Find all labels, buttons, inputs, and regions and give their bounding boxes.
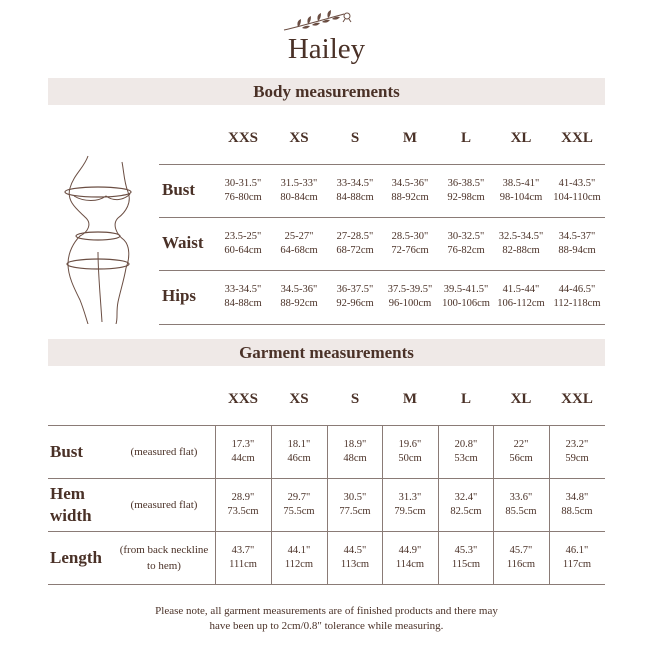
value-inches: 31.5-33" [280, 177, 318, 189]
tolerance-note [0, 604, 653, 634]
row-note-line: (measured flat) [130, 498, 198, 511]
size-label-xxs: XXS [227, 130, 258, 146]
size-label-xl: XL [510, 130, 532, 146]
value-inches: 44.1" [287, 544, 311, 556]
value-inches: 18.1" [287, 438, 311, 450]
measurement-cell [491, 438, 551, 466]
value-cm: 82-88cm [502, 244, 540, 256]
value-inches: 36-37.5" [336, 284, 374, 295]
value-cm: 82.5cm [450, 505, 482, 517]
value-inches: 43.7" [231, 544, 255, 556]
row-label-waist: Waist [162, 232, 204, 252]
measurement-cell [547, 491, 607, 519]
value-cm: 116cm [506, 558, 536, 570]
size-label-m: M [402, 391, 418, 407]
value-cm: 114cm [395, 558, 425, 570]
value-inches: 18.9" [343, 438, 367, 450]
value-inches: 30-32.5" [447, 230, 485, 242]
measurement-cell [325, 438, 385, 466]
value-cm: 84-88cm [224, 298, 262, 309]
value-inches: 37.5-39.5" [387, 284, 433, 295]
size-label-l: L [460, 391, 471, 407]
measurement-cell [436, 491, 496, 519]
value-inches: 33-34.5" [336, 177, 374, 189]
value-inches: 19.6" [398, 438, 422, 450]
value-inches: 29.7" [287, 491, 311, 503]
value-inches: 34.8" [565, 491, 589, 503]
size-label-xxl: XXL [561, 391, 593, 407]
value-cm: 59cm [565, 452, 589, 464]
size-label-xl: XL [510, 391, 532, 407]
value-cm: 76-80cm [224, 191, 262, 203]
size-label-xxs: XXS [227, 391, 258, 407]
measurement-cell [491, 491, 551, 519]
value-cm: 104-110cm [553, 191, 601, 203]
row-note-line: (measured flat) [130, 445, 198, 458]
row-label-line: Bust [50, 441, 84, 461]
value-cm: 96-100cm [388, 298, 432, 309]
value-inches: 41.5-44" [502, 284, 540, 295]
row-label-line: Hem [50, 483, 85, 503]
value-inches: 32.5-34.5" [498, 230, 544, 242]
value-cm: 84-88cm [336, 191, 374, 203]
brand-title: Hailey [287, 33, 366, 65]
size-label-s: S [350, 391, 360, 407]
value-cm: 88-94cm [558, 244, 596, 256]
value-inches: 46.1" [565, 544, 589, 556]
measurement-cell [436, 438, 496, 466]
row-note [110, 497, 218, 513]
size-label-xs: XS [289, 391, 309, 407]
value-inches: 33.6" [509, 491, 533, 503]
value-cm: 92-98cm [447, 191, 485, 203]
size-label-m: M [402, 130, 418, 146]
measurement-cell [213, 491, 273, 519]
row-divider [48, 584, 605, 585]
measurement-cell [269, 544, 329, 572]
value-inches: 44.9" [398, 544, 422, 556]
value-cm: 48cm [343, 452, 367, 464]
measurement-cell [380, 491, 440, 519]
row-note [110, 542, 218, 574]
value-cm: 112cm [284, 558, 314, 570]
value-inches: 45.7" [509, 544, 533, 556]
value-inches: 28.9" [231, 491, 255, 503]
row-note-line: (from back neckline [119, 543, 209, 556]
value-cm: 88.5cm [561, 505, 593, 517]
size-label-s: S [350, 130, 360, 146]
row-note-line: to hem) [147, 559, 181, 572]
value-cm: 88-92cm [391, 191, 429, 203]
value-inches: 31.3" [398, 491, 422, 503]
size-label-l: L [460, 130, 471, 146]
measurement-cell [213, 544, 273, 572]
value-cm: 77.5cm [339, 505, 371, 517]
value-cm: 72-76cm [391, 244, 429, 256]
size-label-xxl: XXL [561, 130, 593, 146]
value-inches: 22" [513, 438, 529, 450]
row-label-bust [50, 441, 83, 463]
value-inches: 32.4" [454, 491, 478, 503]
value-cm: 88-92cm [280, 298, 318, 309]
row-label-hem-width [50, 483, 92, 527]
value-inches: 23.2" [565, 438, 589, 450]
tolerance-note-line: Please note, all garment measurements are of finished products and there may [155, 605, 498, 617]
value-cm: 115cm [451, 558, 481, 570]
value-cm: 106-112cm [497, 298, 545, 309]
value-cm: 85.5cm [505, 505, 537, 517]
row-note [110, 444, 218, 460]
value-inches: 25-27" [284, 230, 314, 242]
value-cm: 46cm [287, 452, 311, 464]
value-cm: 60-64cm [224, 244, 262, 256]
value-inches: 45.3" [454, 544, 478, 556]
measurement-cell [325, 491, 385, 519]
value-inches: 30-31.5" [224, 177, 262, 189]
value-cm: 44cm [231, 452, 255, 464]
value-inches: 39.5-41.5" [443, 284, 489, 295]
value-cm: 111cm [229, 558, 257, 570]
garment-measurements-title: Garment measurements [239, 343, 414, 362]
value-inches: 44-46.5" [558, 284, 596, 295]
value-cm: 92-96cm [336, 298, 374, 309]
row-label-hips: Hips [162, 286, 197, 305]
value-inches: 34.5-37" [558, 230, 596, 242]
measurement-cell [269, 438, 329, 466]
row-label-length [50, 547, 102, 569]
value-cm: 73.5cm [227, 505, 259, 517]
measurement-cell [380, 544, 440, 572]
value-inches: 17.3" [231, 438, 255, 450]
body-measurements-title: Body measurements [253, 82, 400, 101]
value-inches: 30.5" [343, 491, 367, 503]
measurement-cell [436, 544, 496, 572]
value-cm: 117cm [562, 558, 592, 570]
value-inches: 23.5-25" [224, 230, 262, 242]
value-inches: 36-38.5" [447, 177, 485, 189]
measurement-cell [325, 544, 385, 572]
value-inches: 44.5" [343, 544, 367, 556]
value-cm: 113cm [340, 558, 370, 570]
value-inches: 41-43.5" [558, 177, 596, 189]
measurement-cell [213, 438, 273, 466]
measurement-cell [547, 544, 607, 572]
row-label-line: width [50, 505, 92, 525]
value-cm: 79.5cm [394, 505, 426, 517]
measurement-cell [269, 491, 329, 519]
value-cm: 68-72cm [336, 244, 374, 256]
value-inches: 33-34.5" [224, 284, 262, 295]
value-cm: 98-104cm [499, 191, 543, 203]
value-cm: 112-118cm [553, 298, 601, 309]
value-cm: 50cm [398, 452, 422, 464]
value-cm: 64-68cm [280, 244, 318, 256]
tolerance-note-line: have been up to 2cm/0.8" tolerance while measuring. [209, 620, 444, 632]
measurement-cell [380, 438, 440, 466]
row-label-line: Length [50, 547, 102, 567]
value-inches: 27-28.5" [336, 230, 374, 242]
value-cm: 100-106cm [442, 298, 490, 309]
value-inches: 34.5-36" [280, 284, 318, 295]
value-cm: 56cm [509, 452, 533, 464]
row-label-bust: Bust [162, 179, 196, 199]
size-label-xs: XS [289, 130, 309, 146]
value-cm: 80-84cm [280, 191, 318, 203]
value-inches: 34.5-36" [391, 177, 429, 189]
value-inches: 38.5-41" [502, 177, 540, 189]
value-cm: 76-82cm [447, 244, 485, 256]
value-inches: 20.8" [454, 438, 478, 450]
value-inches: 28.5-30" [391, 230, 429, 242]
value-cm: 53cm [454, 452, 478, 464]
measurement-cell [547, 438, 607, 466]
value-cm: 75.5cm [283, 505, 315, 517]
measurement-cell [491, 544, 551, 572]
